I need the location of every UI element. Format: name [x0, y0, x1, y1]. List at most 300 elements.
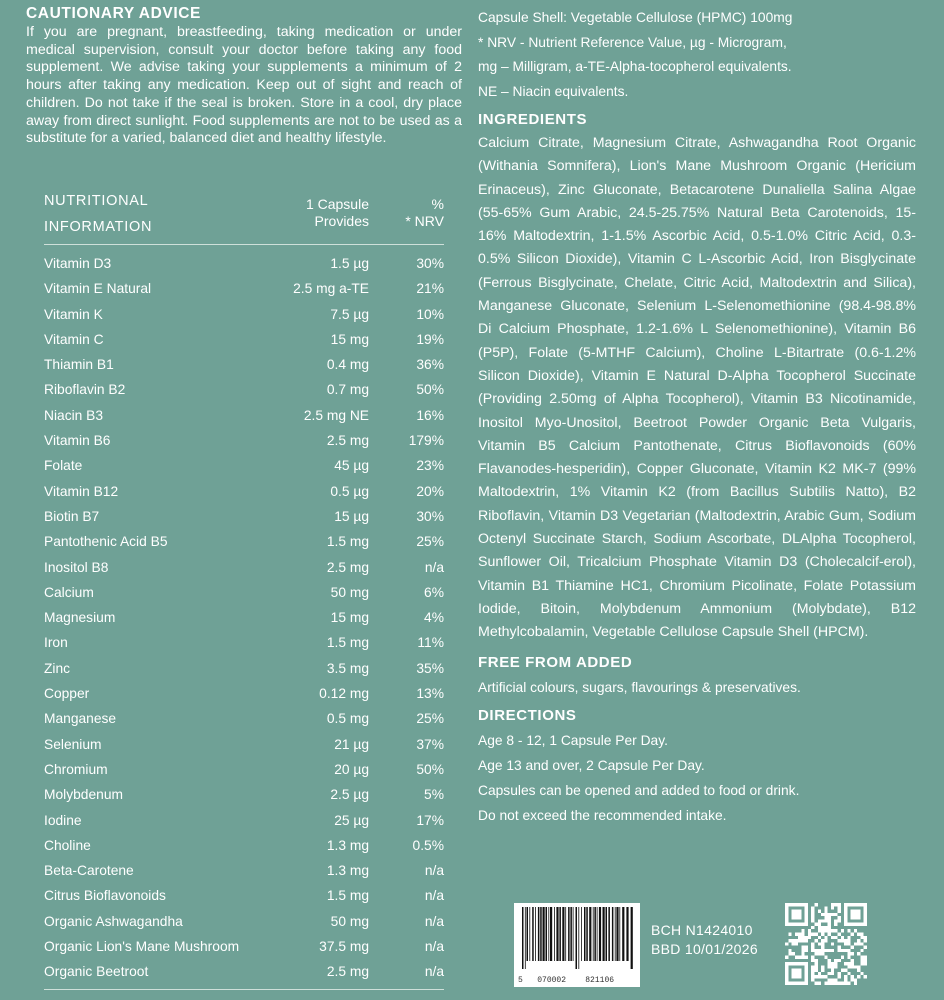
nutrient-amount: 25 µg — [334, 812, 369, 828]
nutrition-row — [44, 833, 444, 858]
qr-module — [785, 942, 788, 945]
right-column — [478, 6, 916, 828]
qr-module — [857, 965, 860, 968]
qr-module — [851, 965, 854, 968]
nutrient-name: Vitamin B6 — [44, 433, 111, 449]
barcode-bar — [562, 907, 564, 961]
qr-finder-pattern — [792, 910, 802, 920]
barcode-bar — [554, 907, 555, 961]
qr-module — [828, 916, 831, 919]
nutrient-nrv: 25% — [416, 711, 444, 727]
qr-module — [808, 933, 811, 936]
nutrient-name: Iodine — [44, 812, 82, 828]
qr-module — [788, 949, 791, 952]
qr-module — [805, 949, 808, 952]
qr-module — [841, 982, 844, 985]
qr-module — [818, 949, 821, 952]
barcode-bar — [570, 907, 572, 961]
nutrient-nrv: 50% — [416, 761, 444, 777]
qr-module — [818, 952, 821, 955]
qr-module — [831, 942, 834, 945]
qr-module — [847, 939, 850, 942]
barcode-bars — [520, 907, 634, 969]
directions-line-2: Age 13 and over, 2 Capsule Per Day. — [478, 757, 705, 773]
nutrient-nrv: n/a — [424, 939, 444, 955]
nutrient-name: Chromium — [44, 761, 108, 777]
directions-heading: DIRECTIONS — [478, 706, 577, 724]
qr-module — [821, 952, 824, 955]
qr-module — [847, 942, 850, 945]
directions-line-1: Age 8 - 12, 1 Capsule Per Day. — [478, 732, 668, 748]
barcode-bar — [603, 907, 605, 961]
qr-module — [831, 949, 834, 952]
nutrient-amount: 1.5 µg — [330, 256, 369, 271]
nutrition-row — [44, 959, 444, 984]
qr-module — [831, 978, 834, 981]
nutrient-nrv: 6% — [424, 584, 444, 600]
qr-module — [811, 933, 814, 936]
qr-module — [792, 942, 795, 945]
nutrition-rows — [44, 245, 444, 985]
qr-module — [811, 919, 814, 922]
barcode-bar — [608, 907, 610, 961]
qr-module — [811, 942, 814, 945]
nutrient-nrv: n/a — [424, 964, 444, 980]
qr-module — [860, 942, 863, 945]
barcode-bar — [581, 907, 582, 961]
nrv-line1: % — [431, 196, 444, 212]
nutrient-nrv: 30% — [416, 256, 444, 271]
qr-module — [824, 906, 827, 909]
qr-module — [831, 936, 834, 939]
barcode-bar — [568, 907, 570, 961]
qr-module — [831, 965, 834, 968]
qr-module — [834, 923, 837, 926]
nutrient-amount: 50 mg — [330, 584, 369, 600]
nutrition-title-line2: INFORMATION — [44, 219, 153, 235]
nutrient-name: Selenium — [44, 736, 102, 752]
qr-module — [805, 939, 808, 942]
barcode-bar — [565, 907, 566, 961]
barcode-digits-right: 821106 — [585, 976, 615, 985]
qr-module — [811, 949, 814, 952]
nutrient-amount: 7.5 µg — [330, 306, 369, 322]
nutrient-name: Zinc — [44, 660, 71, 676]
qr-module — [844, 975, 847, 978]
nutrient-nrv: n/a — [424, 888, 444, 904]
barcode-bar — [622, 907, 624, 961]
nutrient-amount: 2.5 mg NE — [303, 407, 369, 423]
directions-line-3: Capsules can be opened and added to food or drink. — [478, 782, 800, 798]
nutrient-nrv: 10% — [416, 306, 444, 322]
barcode-bar — [535, 907, 536, 961]
qr-module — [815, 933, 818, 936]
qr-module — [801, 933, 804, 936]
qr-module — [795, 955, 798, 958]
qr-module — [831, 962, 834, 965]
qr-module — [844, 982, 847, 985]
nutrition-row — [44, 706, 444, 731]
qr-module — [821, 929, 824, 932]
nutrient-amount: 1.3 mg — [326, 863, 369, 879]
qr-module — [815, 982, 818, 985]
qr-module — [834, 978, 837, 981]
nutrient-name: Inositol B8 — [44, 559, 109, 575]
qr-module — [860, 962, 863, 965]
qr-module — [811, 910, 814, 913]
qr-module — [837, 959, 840, 962]
nrv-note-2: mg – Milligram, a-TE-Alpha-tocopherol equivalents. — [478, 59, 792, 74]
qr-module — [805, 946, 808, 949]
qr-module — [841, 949, 844, 952]
barcode-bar — [594, 907, 596, 961]
qr-module — [837, 903, 840, 906]
nutrient-name: Organic Beetroot — [44, 964, 149, 980]
qr-module — [818, 982, 821, 985]
nutrient-nrv: 0.5% — [412, 837, 444, 853]
nutrition-row — [44, 327, 444, 352]
qr-module — [808, 929, 811, 932]
qr-module — [837, 916, 840, 919]
qr-module — [860, 972, 863, 975]
nutrient-name: Riboflavin B2 — [44, 382, 126, 398]
qr-finder-pattern — [792, 969, 802, 979]
nutrient-amount: 2.5 µg — [330, 787, 369, 803]
nutrient-nrv: 16% — [416, 407, 444, 423]
qr-module — [834, 965, 837, 968]
qr-module — [844, 962, 847, 965]
nutrient-amount: 1.5 mg — [326, 635, 369, 651]
nutrient-amount: 15 mg — [330, 610, 369, 626]
directions-line-4: Do not exceed the recommended intake. — [478, 807, 727, 823]
qr-module — [828, 929, 831, 932]
nutrient-nrv: 37% — [416, 736, 444, 752]
qr-module — [818, 926, 821, 929]
qr-module — [815, 959, 818, 962]
batch-info — [651, 921, 758, 959]
nutrient-nrv: 11% — [417, 635, 444, 651]
qr-module — [854, 929, 857, 932]
qr-module — [821, 933, 824, 936]
qr-module — [821, 965, 824, 968]
qr-module — [847, 955, 850, 958]
qr-module — [851, 975, 854, 978]
barcode-number — [518, 976, 614, 985]
barcode-bar — [578, 907, 579, 969]
barcode-bar — [546, 907, 548, 961]
qr-module — [864, 936, 867, 939]
qr-module — [811, 972, 814, 975]
qr-module — [834, 903, 837, 906]
qr-module — [828, 949, 831, 952]
qr-module — [837, 949, 840, 952]
barcode-bar — [631, 907, 633, 969]
nutrient-amount: 0.7 mg — [326, 382, 369, 398]
barcode-bar — [616, 907, 618, 961]
nutrient-name: Iron — [44, 635, 68, 651]
ingredients-text: Calcium Citrate, Magnesium Citrate, Ashwagandha Root Organic (Withania Somnifera), Lion's Mane Mushroom Organic (Hericium Erinaceus), Zinc Gluconate, Betacarotene Dunaliella Salina Algae (55-65% Gum Arabic, 24.5-25.75% Natural Beta Carotenoids, 15-16% Maltodextrin, 1-1.5% Ascorbic Acid, 0.5-1.0% Citric Acid, 0.3-0.5% Silicon Dioxide), Vitamin C L-Ascorbic Acid, Iron Bisglycinate (Ferrous Bisglycinate, Chelate, Citric Acid, Maltodextrin and Silica), Manganese Gluconate, Selenium L-Selenomethionine (98.4-98.8% Di Calcium Phosphate, 1.2-1.6% L Selenomethionine), Vitamin B6 (P5P), Folate (5-MTHF Calcium), Choline L-Bitartrate (0.6-1.2% Silicon Dioxide), Vitamin E Natural D-Alpha Tocopherol Succinate (Providing 2.50mg of Alpha Tocopherol), Vitamin B3 Nicotinamide, Inositol Myo-Unositol, Beetroot Powder Organic Beta Vulgaris, Vitamin B5 Calcium Pantothenate, Citrus Bioflavonoids (60% Flavanodes-hesperidin), Copper Gluconate, Vitamin K2 MK-7 (99% Maltodextrin, 1% Vitamin K2 (from Bacillus Subtilis Natto), B2 Riboflavin, Vitamin D3 Vegetarian (Maltodextrin, Arabic Gum, Sodium Octenyl Succinate Starch, Sodium Ascorbate, DLAlpha Tocopherol, Sunflower Oil, Tricalcium Phosphate Vitamin D3 (Cholecalcif-erol), Vitamin B1 Thiamine HC1, Chromium Picolinate, Folate Potassium Iodide, Bitoin, Molybdenum Ammonium (Molybdate), B12 Methylcobalamin, Vegetable Cellulose Capsule Shell (HPCM). — [478, 135, 916, 641]
qr-module — [860, 936, 863, 939]
barcode-bar — [589, 907, 591, 961]
qr-module — [841, 936, 844, 939]
nutrition-row — [44, 732, 444, 757]
nutrient-name: Vitamin K — [44, 306, 103, 322]
nutrient-nrv: 23% — [416, 458, 444, 474]
nutrient-amount: 1.3 mg — [326, 837, 369, 853]
qr-module — [821, 926, 824, 929]
qr-module — [818, 910, 821, 913]
qr-module — [837, 933, 840, 936]
qr-module — [828, 972, 831, 975]
barcode-digit-prefix: 5 — [518, 976, 523, 985]
qr-module — [831, 972, 834, 975]
qr-module — [821, 942, 824, 945]
qr-module — [795, 942, 798, 945]
barcode-bar — [550, 907, 552, 961]
qr-module — [828, 933, 831, 936]
qr-module — [824, 913, 827, 916]
nutrient-amount: 15 mg — [330, 331, 369, 347]
free-from-text: Artificial colours, sugars, flavourings & preservatives. — [478, 679, 801, 695]
qr-module — [831, 903, 834, 906]
qr-module — [818, 929, 821, 932]
nutrient-name: Thiamin B1 — [44, 357, 114, 373]
barcode-bar — [597, 907, 598, 961]
qr-module — [828, 959, 831, 962]
nutrient-name: Copper — [44, 686, 90, 702]
qr-module — [824, 939, 827, 942]
qr-module — [834, 936, 837, 939]
batch-number: BCH N1424010 — [651, 922, 753, 938]
nutrient-amount: 0.5 µg — [330, 483, 369, 499]
qr-module — [795, 933, 798, 936]
nutrient-name: Calcium — [44, 584, 94, 600]
qr-module — [811, 946, 814, 949]
qr-module — [811, 978, 814, 981]
qr-module — [788, 939, 791, 942]
qr-module — [824, 926, 827, 929]
nutrient-nrv: n/a — [424, 559, 444, 575]
qr-module — [857, 952, 860, 955]
nutrition-row — [44, 808, 444, 833]
nutrient-nrv: 30% — [416, 508, 444, 524]
barcode-bar — [529, 907, 530, 961]
ingredients-heading: INGREDIENTS — [478, 111, 588, 128]
qr-module — [857, 933, 860, 936]
qr-module — [847, 929, 850, 932]
nutrient-amount: 3.5 mg — [326, 660, 369, 676]
qr-module — [837, 982, 840, 985]
nutrient-nrv: n/a — [424, 913, 444, 929]
qr-module — [788, 933, 791, 936]
nutrient-name: Folate — [44, 458, 83, 474]
nutrient-nrv: 21% — [416, 281, 444, 297]
qr-module — [847, 965, 850, 968]
qr-module — [828, 965, 831, 968]
qr-module — [824, 975, 827, 978]
qr-module — [824, 936, 827, 939]
nutrition-row — [44, 276, 444, 301]
barcode-bar — [525, 907, 526, 969]
nutrient-nrv: 179% — [408, 433, 444, 449]
barcode-bar — [543, 907, 545, 961]
nutrient-amount: 0.4 mg — [326, 357, 369, 373]
qr-module — [828, 926, 831, 929]
qr-module — [844, 978, 847, 981]
nutrient-amount: 1.5 mg — [326, 534, 369, 550]
qr-module — [828, 978, 831, 981]
qr-module — [788, 952, 791, 955]
nutrient-name: Vitamin C — [44, 331, 104, 347]
barcode-bar — [615, 907, 616, 961]
nutrient-name: Vitamin B12 — [44, 483, 119, 499]
barcode-bar — [573, 907, 574, 961]
qr-module — [860, 949, 863, 952]
nutrient-name: Vitamin D3 — [44, 256, 112, 271]
nutrition-row — [44, 909, 444, 934]
barcode-bar — [559, 907, 561, 961]
nutrition-row — [44, 782, 444, 807]
qr-module — [815, 903, 818, 906]
barcode-bar — [540, 907, 542, 961]
qr-module — [824, 919, 827, 922]
capsule-shell-note: Capsule Shell: Vegetable Cellulose (HPMC) 100mg — [478, 10, 793, 25]
column-header-nrv — [405, 196, 444, 230]
nutrient-amount: 21 µg — [334, 736, 369, 752]
nutrition-row — [44, 352, 444, 377]
qr-module — [847, 972, 850, 975]
qr-module — [821, 939, 824, 942]
qr-module — [824, 910, 827, 913]
qr-module — [837, 975, 840, 978]
qr-module — [831, 913, 834, 916]
qr-module — [847, 982, 850, 985]
nutrient-nrv: 35% — [416, 660, 444, 676]
nutrient-name: Niacin B3 — [44, 407, 104, 423]
qr-module — [854, 982, 857, 985]
qr-module — [851, 959, 854, 962]
barcode-bar — [586, 907, 588, 961]
qr-module — [811, 975, 814, 978]
qr-module — [824, 929, 827, 932]
nutrition-table — [44, 188, 444, 990]
qr-module — [834, 982, 837, 985]
qr-module — [854, 942, 857, 945]
qr-module — [860, 933, 863, 936]
qr-module — [818, 942, 821, 945]
qr-module — [857, 942, 860, 945]
qr-module — [844, 939, 847, 942]
nutrient-amount: 37.5 mg — [319, 939, 369, 955]
qr-finder-pattern — [851, 910, 861, 920]
qr-module — [831, 982, 834, 985]
nutrition-row — [44, 883, 444, 908]
qr-module — [851, 933, 854, 936]
qr-module — [847, 962, 850, 965]
qr-module — [821, 919, 824, 922]
qr-module — [847, 952, 850, 955]
qr-module — [815, 969, 818, 972]
barcode-bar — [556, 907, 558, 961]
barcode-bar — [584, 907, 586, 961]
qr-module — [811, 926, 814, 929]
nutrition-row — [44, 251, 444, 276]
qr-module — [828, 982, 831, 985]
nutrient-amount: 0.12 mg — [319, 686, 369, 702]
qr-module — [834, 929, 837, 932]
qr-module — [844, 969, 847, 972]
qr-module — [808, 936, 811, 939]
qr-module — [798, 939, 801, 942]
qr-module — [864, 959, 867, 962]
barcode-bar — [538, 907, 540, 961]
nutrition-row — [44, 656, 444, 681]
column-header-provides — [306, 196, 369, 230]
qr-module — [837, 939, 840, 942]
qr-module — [801, 949, 804, 952]
nutrient-nrv: 5% — [424, 787, 444, 803]
provides-line2: Provides — [314, 213, 369, 229]
caution-text: If you are pregnant, breastfeeding, taking medication or under medical supervision, consult your doctor before taking any food supplement. We advise taking your supplements a minimum of 2 hours after taking any medication. Keep out of sight and reach of children. Do not take if the seal is broken. Store in a cool, dry place away from direct sunlight. Food supplements are not to be used as a substitute for a varied, balanced diet and healthy lifestyle. — [26, 24, 462, 147]
qr-module — [844, 949, 847, 952]
barcode-bar — [599, 907, 601, 961]
nutrition-title-line1: NUTRITIONAL — [44, 193, 149, 209]
qr-module — [801, 952, 804, 955]
qr-code — [785, 903, 867, 985]
qr-module — [854, 978, 857, 981]
qr-module — [818, 923, 821, 926]
qr-module — [847, 949, 850, 952]
qr-module — [818, 919, 821, 922]
qr-module — [801, 929, 804, 932]
nutrient-amount: 2.5 mg — [326, 433, 369, 449]
nutrition-row — [44, 428, 444, 453]
qr-module — [801, 939, 804, 942]
qr-module — [864, 962, 867, 965]
nutrient-amount: 50 mg — [330, 913, 369, 929]
qr-module — [864, 946, 867, 949]
qr-module — [821, 913, 824, 916]
qr-module — [821, 975, 824, 978]
nutrition-row — [44, 934, 444, 959]
qr-module — [837, 946, 840, 949]
nutrient-name: Biotin B7 — [44, 508, 100, 524]
qr-module — [811, 955, 814, 958]
qr-module — [851, 978, 854, 981]
qr-module — [801, 936, 804, 939]
qr-module — [844, 942, 847, 945]
nutrition-row — [44, 453, 444, 478]
nutrient-name: Organic Lion's Mane Mushroom — [44, 939, 240, 955]
nutrition-row — [44, 377, 444, 402]
nutrition-row — [44, 681, 444, 706]
nutrient-amount: 2.5 mg a-TE — [293, 281, 369, 297]
nutrient-nrv: 20% — [416, 483, 444, 499]
nutrition-row — [44, 858, 444, 883]
qr-module — [828, 923, 831, 926]
nutrition-title — [44, 188, 152, 240]
qr-module — [815, 952, 818, 955]
nutrient-amount: 2.5 mg — [326, 964, 369, 980]
qr-module — [860, 955, 863, 958]
nutrition-row — [44, 529, 444, 554]
cautionary-advice-section — [26, 4, 462, 148]
nutrient-name: Pantothenic Acid B5 — [44, 534, 168, 550]
qr-module — [824, 982, 827, 985]
qr-module — [837, 972, 840, 975]
nutrient-nrv: n/a — [424, 863, 444, 879]
nutrient-nrv: 36% — [416, 357, 444, 373]
